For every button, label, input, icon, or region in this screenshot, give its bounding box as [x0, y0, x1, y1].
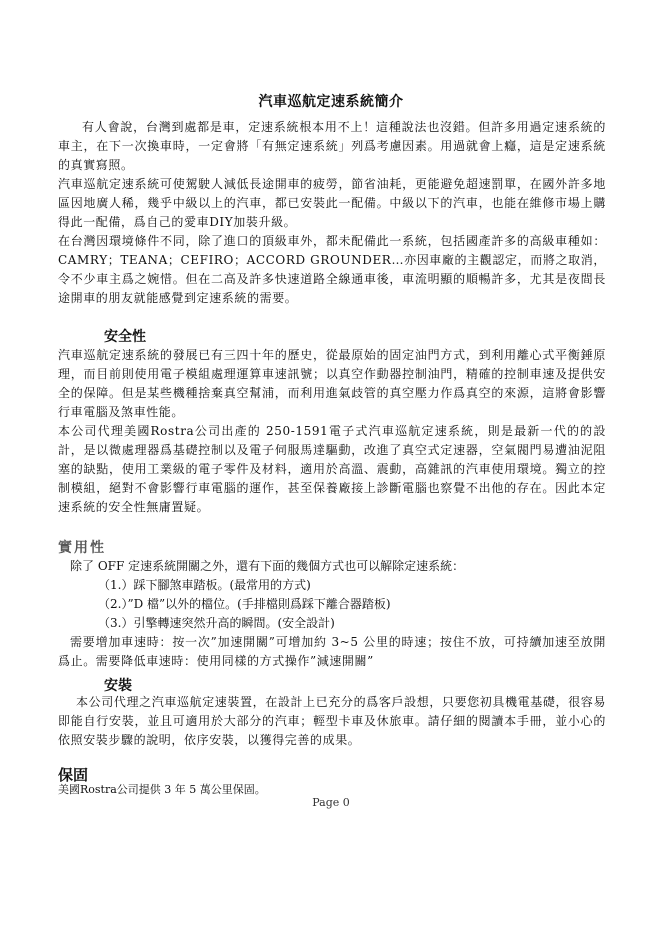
warranty-heading: 保固: [58, 766, 89, 784]
practical-note: 需要增加車速時：按一次”加速開關”可增加約 3~5 公里的時速；按住不放，可持續加速至放開爲止。需要降低車速時：使用同樣的方式操作”減速開關”: [58, 635, 606, 668]
practical-item-2: （2.）”D 檔”以外的檔位。(手排檔則爲踩下離合器踏板): [98, 597, 391, 611]
safety-paragraph-1: 汽車巡航定速系統的發展已有三四十年的歷史，從最原始的固定油門方式，到利用離心式平衡錘原理，而目前則使用電子模組處理運算車速訊號；以真空作動器控制油門，精確的控制車速及提供安全的保障。但是某些機種捨棄真空幫浦，而利用進氣歧管的真空壓力作爲真空的來源，這將會影響行車電腦及煞車性能。: [58, 348, 606, 419]
intro-paragraph-2: 汽車巡航定速系統可使駕駛人減低長途開車的疲勞，節省油耗，更能避免超速罰單，在國外許多地區因地廣人稀，幾乎中級以上的汽車，都已安裝此一配備。中級以下的汽車，也能在維修市場上購得此一配備，爲自己的愛車DIY加裝升級。: [58, 177, 606, 229]
safety-heading: 安全性: [104, 329, 146, 345]
practical-item-3: （3.）引擎轉速突然升高的瞬間。(安全設計): [98, 616, 335, 630]
install-heading: 安裝: [104, 678, 132, 694]
practical-heading: 實用性: [58, 540, 106, 556]
warranty-text: 美國Rostra公司提供 3 年 5 萬公里保固。: [58, 783, 266, 796]
practical-item-1: （1.）踩下腳煞車踏板。(最常用的方式): [98, 578, 311, 592]
install-paragraph: 本公司代理之汽車巡航定速裝置，在設計上已充分的爲客戶設想，只要您初具機電基礎，很容易即能自行安裝，並且可適用於大部分的汽車；輕型卡車及休旅車。請仔細的閱讀本手冊，並小心的依照安裝步驟的說明，依序安裝，以獲得完善的成果。: [58, 695, 606, 747]
intro-paragraph-1: 有人會說，台灣到處都是車，定速系統根本用不上！這種說法也沒錯。但許多用過定速系統的車主，在下一次換車時，一定會將「有無定速系統」列爲考慮因素。用過就會上癮，這是定速系統的真實寫照。: [58, 120, 606, 172]
document-title: 汽車巡航定速系統簡介: [258, 94, 404, 110]
page-number: Page 0: [312, 796, 350, 809]
intro-paragraph-3: 在台灣因環境條件不同，除了進口的頂級車外，都未配備此一系統，包括國產許多的高級車種如：CAMRY；TEANA；CEFIRO；ACCORD GROUNDER…亦因車廠的主觀認定，而將之取消，令不少車主爲之婉惜。但在二高及許多快速道路全線通車後，車流明顯的順暢許多，尤其是夜間長途開車的朋友就能感覺到定速系統的需要。: [58, 234, 606, 305]
practical-lead: 除了 OFF 定速系統開關之外，還有下面的幾個方式也可以解除定速系統：: [70, 559, 465, 573]
safety-paragraph-2: 本公司代理美國Rostra公司出產的 250-1591電子式汽車巡航定速系統，則是最新一代的的設計，是以微處理器爲基礎控制以及電子伺服馬達驅動，改進了真空式定速器，空氣閥門易遭油泥阻塞的缺點，使用工業級的電子零件及材料，適用於高溫、震動，高雜訊的汽車使用環境。獨立的控制模組，絕對不會影響行車電腦的運作，甚至保養廠接上診斷電腦也察覺不出他的存在。因此本定速系統的安全性無庸置疑。: [58, 424, 606, 514]
